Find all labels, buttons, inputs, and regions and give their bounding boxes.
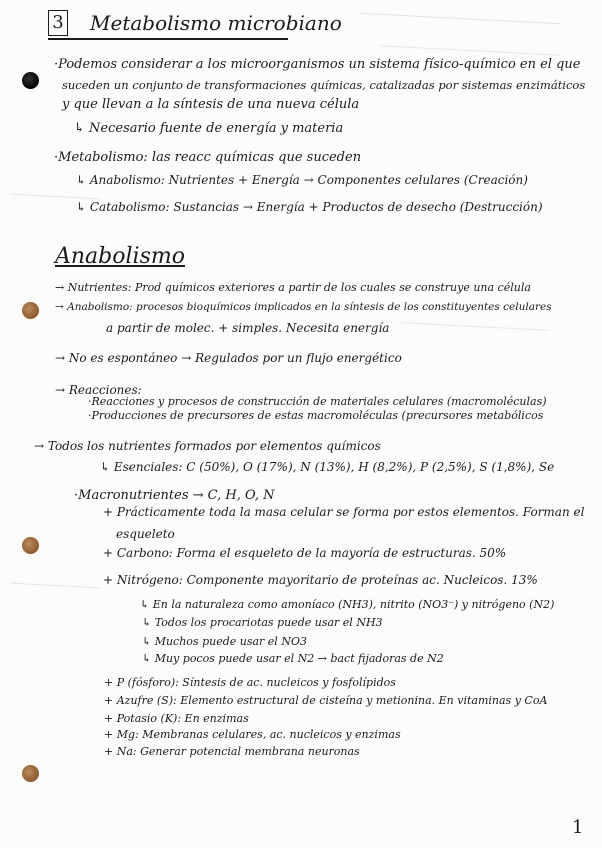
macronutrientes-line: + Prácticamente toda la masa celular se forma por estos elementos. Forman el (103, 505, 585, 519)
page-number: 1 (572, 817, 584, 838)
macronutrientes-line: ↳ En la naturaleza como amoníaco (NH3), nitrito (NO3⁻) y nitrógeno (N2) (140, 598, 555, 611)
macronutrientes-line: ↳ Muchos puede usar el NO3 (142, 635, 307, 648)
macronutrientes-line: + Potasio (K): En enzimas (104, 712, 249, 725)
macronutrientes-line: + Na: Generar potencial membrana neuronas (104, 745, 360, 758)
intro-line: y que llevan a la síntesis de una nueva célula (62, 97, 360, 112)
macronutrientes-line: + P (fósforo): Síntesis de ac. nucleicos y fosfolípidos (104, 676, 396, 689)
metabolism-definition: ·Metabolismo: las reacc químicas que suceden (54, 150, 362, 165)
anabolismo-line: → Nutrientes: Prod químicos exteriores a partir de los cuales se construye una célula (55, 281, 531, 294)
anabolismo-line: ·Reacciones y procesos de construcción de materiales celulares (macromoléculas) (88, 395, 547, 408)
bleed-through (10, 583, 100, 590)
anabolismo-line: → No es espontáneo → Regulados por un flujo energético (55, 351, 402, 365)
macronutrientes-heading: ·Macronutrientes → C, H, O, N (74, 488, 275, 503)
intro-line: ·Podemos considerar a los microorganismos un sistema físico-químico en el que (54, 57, 581, 72)
binder-hole (22, 302, 39, 319)
macronutrientes-line: + Azufre (S): Elemento estructural de cisteína y metionina. En vitaminas y CoA (104, 694, 548, 707)
binder-hole (22, 72, 39, 89)
macronutrientes-line: + Carbono: Forma el esqueleto de la mayoría de estructuras. 50% (103, 546, 507, 560)
binder-hole (22, 537, 39, 554)
bleed-through (380, 45, 560, 56)
anabolismo-line: ·Producciones de precursores de estas macromoléculas (precursores metabólicos (88, 409, 544, 422)
macronutrientes-line: esqueleto (116, 527, 175, 541)
bleed-through (400, 322, 550, 332)
catabolism-equation: ↳ Catabolismo: Sustancias → Energía + Productos de desecho (Destrucción) (76, 200, 543, 214)
section-title: Anabolismo (55, 244, 185, 269)
intro-line: suceden un conjunto de transformaciones químicas, catalizadas por sistemas enzimáticos (62, 78, 586, 92)
intro-note: ↳ Necesario fuente de energía y materia (74, 121, 344, 136)
binder-hole (22, 765, 39, 782)
anabolismo-line: → Anabolismo: procesos bioquímicos implicados en la síntesis de los constituyentes celulares (55, 301, 552, 313)
bleed-through (360, 13, 560, 25)
macronutrientes-line: + Mg: Membranas celulares, ac. nucleicos y enzimas (104, 728, 401, 741)
anabolism-equation: ↳ Anabolismo: Nutrientes + Energía → Componentes celulares (Creación) (76, 173, 528, 187)
anabolismo-line: a partir de molec. + simples. Necesita energía (106, 321, 390, 335)
macronutrientes-line: ↳ Todos los procariotas puede usar el NH3 (142, 616, 383, 629)
anabolismo-line: → Reacciones: (55, 383, 142, 397)
macronutrientes-line: ↳ Muy pocos puede usar el N2 → bact fijadoras de N2 (142, 652, 444, 665)
page-title: Metabolismo microbiano (90, 11, 342, 35)
section-number: 3 (48, 10, 68, 36)
title-underline (48, 38, 288, 40)
anabolismo-line: → Todos los nutrientes formados por elementos químicos (34, 439, 381, 453)
macronutrientes-line: + Nitrógeno: Componente mayoritario de proteínas ac. Nucleicos. 13% (103, 573, 538, 587)
anabolismo-line: ↳ Esenciales: C (50%), O (17%), N (13%), H (8,2%), P (2,5%), S (1,8%), Se (100, 460, 555, 474)
